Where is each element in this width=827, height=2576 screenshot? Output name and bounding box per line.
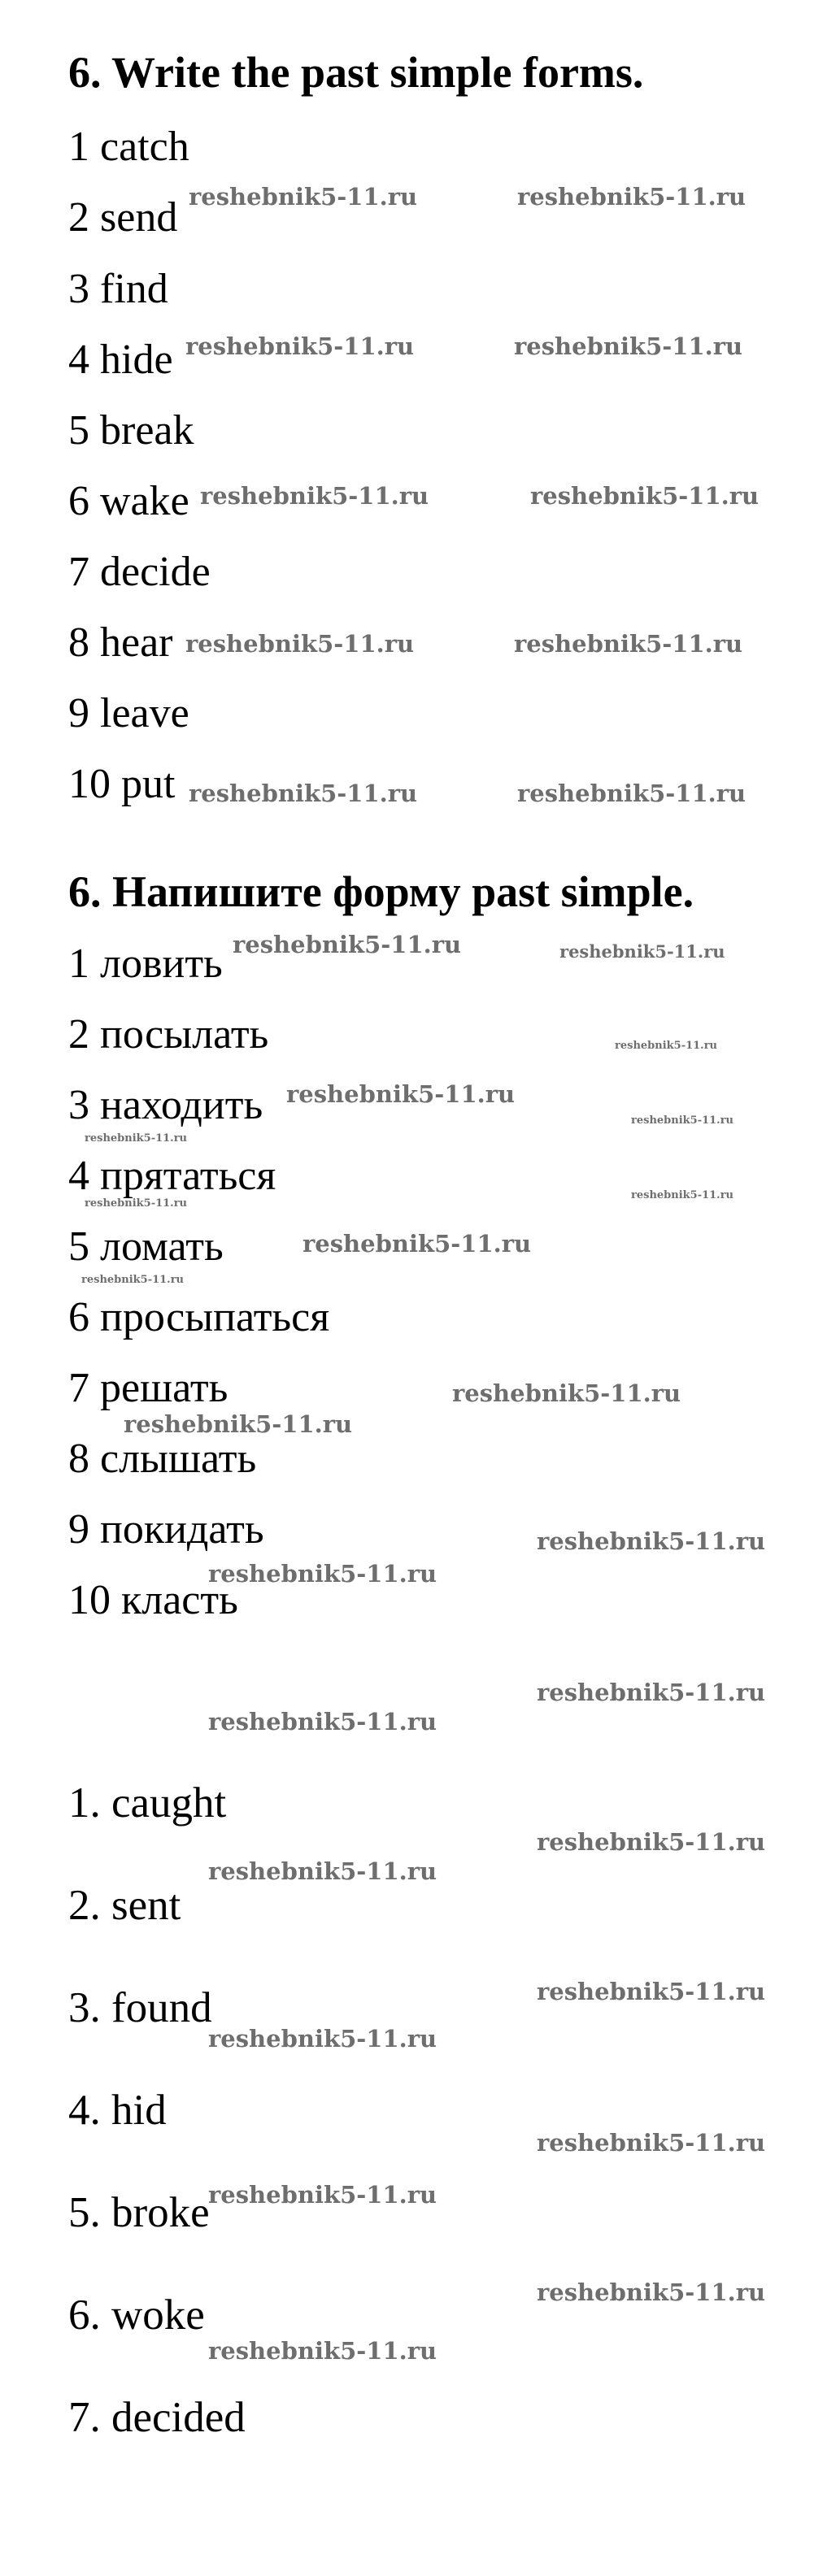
watermark: reshebnik5-11.ru [185,332,415,360]
watermark: reshebnik5-11.ru [517,183,746,211]
watermark: reshebnik5-11.ru [537,1679,766,1706]
section-title-en: 6. Write the past simple forms. [68,48,644,97]
answer-item: 1. caught [68,1779,227,1827]
watermark: reshebnik5-11.ru [85,1197,188,1210]
watermark: reshebnik5-11.ru [514,332,743,360]
list-item: 8 hear [68,619,173,666]
watermark: reshebnik5-11.ru [185,630,415,658]
watermark: reshebnik5-11.ru [615,1040,718,1052]
watermark: reshebnik5-11.ru [200,482,429,510]
list-item: 4 прятаться [68,1153,276,1199]
list-item: 2 посылать [68,1011,269,1058]
list-item: 4 hide [68,337,173,383]
list-item: 9 покидать [68,1506,264,1553]
watermark: reshebnik5-11.ru [631,1189,734,1201]
watermark: reshebnik5-11.ru [233,931,462,958]
list-item: 6 просыпаться [68,1294,330,1340]
list-item: 5 break [68,407,194,454]
list-item: 1 catch [68,124,189,170]
watermark: reshebnik5-11.ru [286,1080,516,1108]
list-item: 3 находить [68,1082,263,1128]
watermark: reshebnik5-11.ru [537,2278,766,2306]
watermark: reshebnik5-11.ru [189,780,418,807]
list-item: 8 слышать [68,1436,257,1482]
list-item: 7 decide [68,549,211,595]
list-item: 6 wake [68,478,189,524]
watermark: reshebnik5-11.ru [517,780,746,807]
watermark: reshebnik5-11.ru [537,1978,766,2005]
watermark: reshebnik5-11.ru [124,1410,353,1438]
watermark: reshebnik5-11.ru [208,2337,437,2365]
list-item: 5 ломать [68,1223,224,1270]
watermark: reshebnik5-11.ru [208,2025,437,2053]
watermark: reshebnik5-11.ru [85,1132,188,1145]
list-item: 10 put [68,761,176,807]
watermark: reshebnik5-11.ru [537,2129,766,2157]
watermark: reshebnik5-11.ru [208,1857,437,1885]
watermark: reshebnik5-11.ru [631,1114,734,1127]
section-title-ru: 6. Напишите форму past simple. [68,867,694,916]
watermark: reshebnik5-11.ru [208,1708,437,1735]
answer-item: 7. decided [68,2394,246,2441]
list-item: 10 класть [68,1577,238,1623]
answer-item: 6. woke [68,2291,205,2339]
watermark: reshebnik5-11.ru [189,183,418,211]
watermark: reshebnik5-11.ru [559,941,725,962]
watermark: reshebnik5-11.ru [514,630,743,658]
watermark: reshebnik5-11.ru [537,1527,766,1555]
list-item: 3 find [68,266,168,312]
watermark: reshebnik5-11.ru [537,1828,766,1856]
watermark: reshebnik5-11.ru [208,2181,437,2209]
answer-item: 4. hid [68,2087,167,2134]
list-item: 9 leave [68,690,189,736]
answer-item: 2. sent [68,1882,181,1929]
watermark: reshebnik5-11.ru [81,1274,185,1286]
list-item: 2 send [68,194,178,241]
watermark: reshebnik5-11.ru [452,1379,681,1407]
watermark: reshebnik5-11.ru [303,1230,532,1258]
list-item: 7 решать [68,1365,229,1411]
watermark: reshebnik5-11.ru [208,1560,437,1588]
answer-item: 5. broke [68,2189,210,2236]
list-item: 1 ловить [68,940,223,987]
answer-item: 3. found [68,1984,212,2031]
watermark: reshebnik5-11.ru [530,482,760,510]
